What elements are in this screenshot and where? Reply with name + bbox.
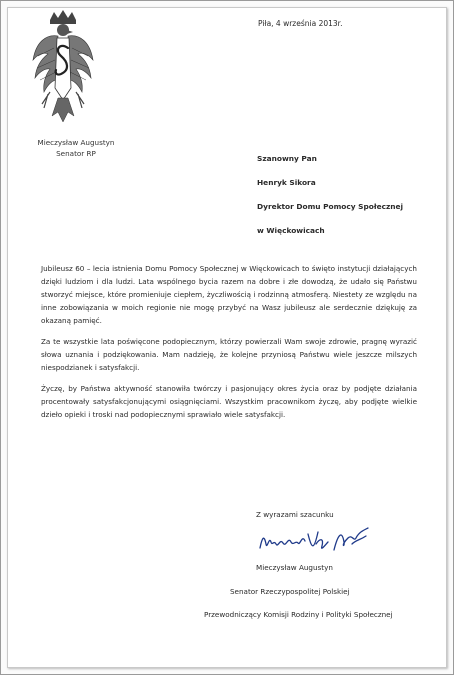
body-paragraph: Życzę, by Państwa aktywność stanowiła twórczy i pasjonujący okres życia oraz by podjęte działania procentowały satysfakcjonującymi osiągnięciami. Wszystkim pracownikom życzę, aby podjęte wielkie dzieło opieki i troski nad podopiecznymi sprawiało wiele satysfakcji. xyxy=(41,384,417,419)
senate-eagle-emblem-icon xyxy=(28,8,98,126)
sender-name: Mieczysław Augustyn xyxy=(37,138,115,147)
body-paragraph: Jubileusz 60 – lecia istnienia Domu Pomocy Społecznej w Więckowicach to święto instytucji działających dzięki ludziom i dla ludzi. Lata wspólnego bycia razem na dobre i złe dowodzą, że udało się Państwu stworzyć miejsce, które promieniuje ciepłem, życzliwością i rodzinną atmosferą. Niestety ze względu na inne zobowiązania w moich regionie nie mogę przybyć na Wasz jubileusz ale serdecznie dziękuję za okazaną pamięć. xyxy=(41,264,417,325)
sender-title: Senator RP xyxy=(56,149,96,158)
closing-title-senator: Senator Rzeczypospolitej Polskiej xyxy=(230,587,350,596)
body-paragraph: Za te wszystkie lata poświęcone podopiecznym, którzy powierzali Wam swoje zdrowie, pragnę wyrazić słowa uznania i podziękowania. Mam nadzieję, że kolejne przyniosą Państwu wiele jeszcze milszych niespodzianek i satysfakcji. xyxy=(41,337,417,372)
recipient-salutation: Szanowny Pan xyxy=(257,154,317,163)
handwritten-signature xyxy=(256,524,376,558)
recipient-name: Henryk Sikora xyxy=(257,178,316,187)
recipient-location: w Więckowicach xyxy=(257,226,325,235)
closing-title-commission: Przewodniczący Komisji Rodziny i Polityki Społecznej xyxy=(204,610,393,619)
recipient-position: Dyrektor Domu Pomocy Społecznej xyxy=(257,202,404,211)
letter-date: Piła, 4 września 2013r. xyxy=(258,19,343,28)
closing-name: Mieczysław Augustyn xyxy=(256,563,333,572)
closing-greeting: Z wyrazami szacunku xyxy=(256,510,334,519)
